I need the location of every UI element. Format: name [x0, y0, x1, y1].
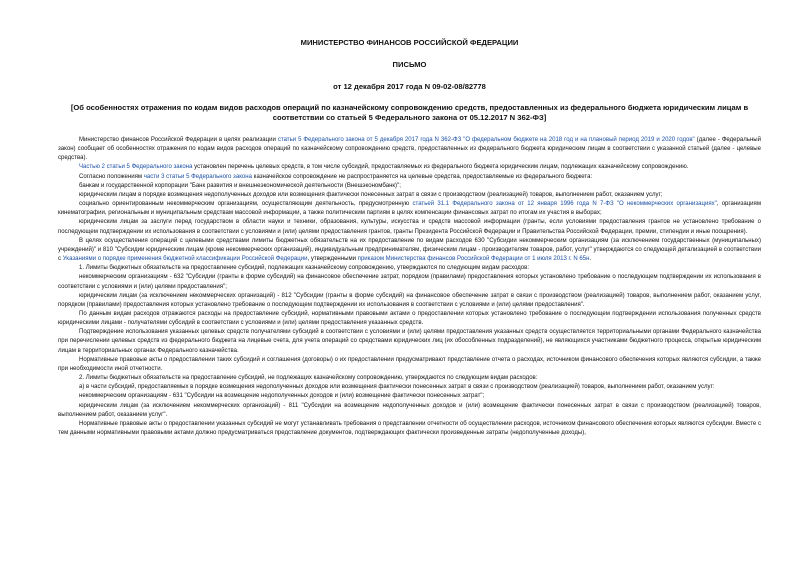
paragraph [58, 292, 761, 310]
document-link[interactable]: приказом Министерства финансов Российской Федерации от 1 июля 2013 г. N 65н [357, 256, 590, 263]
paragraph [58, 420, 761, 438]
paragraph-text: юридическим лицам в порядке возмещения недополученных доходов или возмещения фактически понесенных затрат в связи с производством (реализацией) товаров, выполнением работ, оказанием услуг; [79, 191, 663, 198]
paragraph [58, 200, 761, 218]
paragraph-text: некоммерческим организациям - 631 "Субсидии на возмещение недополученных доходов и (или) возмещение фактически понесенных затрат"; [79, 393, 485, 400]
document-link[interactable]: статьи 5 Федерального закона от 5 декабря 2017 года N 362-ФЗ "О федеральном бюджете на 2018 год и на плановый период 2019 и 2020 годов" [277, 137, 695, 143]
document-link[interactable]: части 3 статьи 5 Федерального закона [143, 173, 252, 180]
paragraph [58, 237, 761, 264]
paragraph-text: , утвержденными [307, 256, 358, 263]
paragraph [58, 191, 761, 200]
paragraph-text: социально ориентированным некоммерческим организациям, осуществляющим деятельность, предусмотренную [79, 201, 413, 208]
paragraph-text: установлен перечень целевых средств, в том числе субсидий, предоставляемых из федерального бюджета юридическим лицам, подлежащих казначейскому сопровождению. [192, 164, 689, 171]
document-link[interactable]: статьей 31.1 Федерального закона от 12 января 1996 года N 7-ФЗ "О некоммерческих организациях" [412, 201, 717, 208]
paragraph [58, 173, 761, 182]
ministry-heading: МИНИСТЕРСТВО ФИНАНСОВ РОССИЙСКОЙ ФЕДЕРАЦИИ [300, 38, 519, 47]
paragraph [58, 402, 761, 420]
document-link[interactable]: Частью 2 статьи 5 Федерального закона [79, 164, 193, 171]
document-link[interactable]: Указаниями о порядке применения бюджетной классификации Российской Федерации [62, 256, 308, 263]
paragraph-text: Подтверждение использования указанных целевых средств получателями субсидий в соответствии с условиями и (или) целями предоставления указанных средств осуществляется территориальными органами Федерального казначейства при перечислении целевых средств из федерального бюджета на лицевые счета, для учета операций со средствами юридических лиц (их обособленных подразделений), не являющихся участниками бюджетного процесса, открытые юридическим лицам в территориальных органах Федерального казначейства. [58, 329, 761, 354]
paragraph [58, 264, 761, 273]
paragraph-text: 1. Лимиты бюджетных обязательств на предоставление субсидий, подлежащих казначейскому сопровождению, утверждаются по следующим видам расходов: [79, 265, 530, 272]
paragraph-text: (далее - Федеральный закон) сообщает об особенностях отражения по кодам видов расходов операций по казначейскому сопровождению средств, предоставленных из федерального бюджета юридическим лицам в соответствии с указанной статьей (далее - целевые средства). [58, 137, 762, 162]
paragraph-text: В целях осуществления операций с целевыми средствами лимиты бюджетных обязательств на их предоставление по видам расходов 630 "Субсидии некоммерческим организациям (за исключением государственных (муниципальных) учреждений)" и 810 "Субсидии юридическим лицам (кроме некоммерческих организаций), индивидуальным предпринимателям, физическим лицам - производителям товаров, работ, услуг" утверждаются со следующей детализацией в соответствии с [58, 237, 761, 263]
paragraph [58, 218, 761, 236]
paragraph-text: , организациям кинематографии, региональным и муниципальным средствам массовой информации, а также политическим партиям в целях компенсации финансовых затрат по итогам их участия в выборах; [58, 201, 761, 217]
paragraph [58, 374, 761, 383]
date-number-heading: от 12 декабря 2017 года N 09-02-08/82778 [333, 82, 486, 91]
paragraph [58, 163, 761, 172]
paragraph-text: Нормативные правовые акты о предоставлении указанных субсидий не могут устанавливать требования о представлении отчетности об осуществлении расходов, источником финансового обеспечения которых являются субсидии. Вместе с тем данными нормативными правовыми актами должно предусматриваться представление документов, подтверждающих фактически произведенные затраты (недополученные доходы), [58, 420, 761, 436]
paragraph-text: юридическим лицам (за исключением некоммерческих организаций) - 811 "Субсидии на возмещение недополученных доходов и (или) возмещение фактически понесенных затрат в связи с производством (реализацией) товаров, выполнением работ, оказанием услуг". [58, 402, 761, 418]
paragraph-text: банкам и государственной корпорации "Банк развития и внешнеэкономической деятельности (Внешэкономбанк)"; [79, 182, 401, 189]
document-type-heading: ПИСЬМО [392, 60, 427, 69]
paragraph-text: Министерство финансов Российской Федерации в целях реализации [79, 137, 278, 143]
paragraph [58, 310, 761, 328]
paragraph-text: По данным видам расходов отражаются расходы на предоставление субсидий, нормативными правовыми актами о предоставлении которых установлено требование о последующем подтверждении использования полученных средств юридическими лицами - получателями субсидий в соответствии с условиями и (или) целями предоставления указанных средств. [58, 310, 761, 327]
paragraph-text: а) в части субсидий, предоставляемых в порядке возмещения недополученных доходов или возмещения фактически понесенных затрат в связи с производством (реализацией) товаров, выполнением работ, оказанием услуг: [79, 384, 715, 391]
paragraph-text: юридическим лицам (за исключением некоммерческих организаций) - 812 "Субсидии (гранты в форме субсидий) на финансовое обеспечение затрат в связи с производством (реализацией) товаров, выполнением работ, оказанием услуг, порядком (правилами) предоставления которых установлено требование о последующем подтверждении их использования в соответствии с условиями и (или) целями предоставления". [58, 292, 761, 308]
paragraph-text: . [589, 256, 592, 263]
paragraph [58, 273, 761, 291]
paragraph-text: 2. Лимиты бюджетных обязательств на предоставление субсидий, не подлежащих казначейскому сопровождению, утверждаются по следующим видам расходов: [79, 375, 538, 382]
paragraph [58, 136, 761, 163]
paragraph [58, 328, 761, 355]
paragraph-text: юридическим лицам за заслуги перед государством в области науки и техники, образования, культуры, искусства и средств массовой информации (гранты, если условиями предоставления грантов не установлено требование о последующем подтверждении их использования в соответствии с условиями и (или) целями предоставления грантов, гранты Президента Российской Федерации и Правительства Российской Федерации, премии, стипендии и иные поощрения). [58, 219, 761, 235]
paragraph [58, 383, 761, 392]
paragraph [58, 356, 761, 374]
paragraph-text: Нормативные правовые акты о предоставлении таких субсидий и соглашения (договоры) о их предоставлении предусматривают представление отчета о расходах, источником финансового обеспечения которых являются субсидии, а также при необходимости иной отчетности. [58, 356, 761, 372]
paragraph-text: Согласно положениям [79, 173, 144, 180]
paragraph-text: казначейское сопровождение не распространяется на целевые средства, предоставляемые из федерального бюджета: [251, 173, 593, 180]
paragraph-text: некоммерческим организациям - 632 "Субсидии (гранты в форме субсидий) на финансовое обеспечение затрат, порядком (правилами) предоставления которых установлено требование о последующем подтверждении их использования в соответствии с условиями и (или) целями предоставления"; [58, 274, 761, 290]
paragraph [58, 182, 761, 191]
paragraph [58, 392, 761, 401]
document-title: [Об особенностях отражения по кодам видов расходов операций по казначейскому сопровождению средств, предоставленных из федерального бюджета юридическим лицам в соответствии со статьей 5 Федерального закона от 05.12.2017 N 362-ФЗ] [70, 103, 749, 122]
document-body [58, 136, 761, 438]
